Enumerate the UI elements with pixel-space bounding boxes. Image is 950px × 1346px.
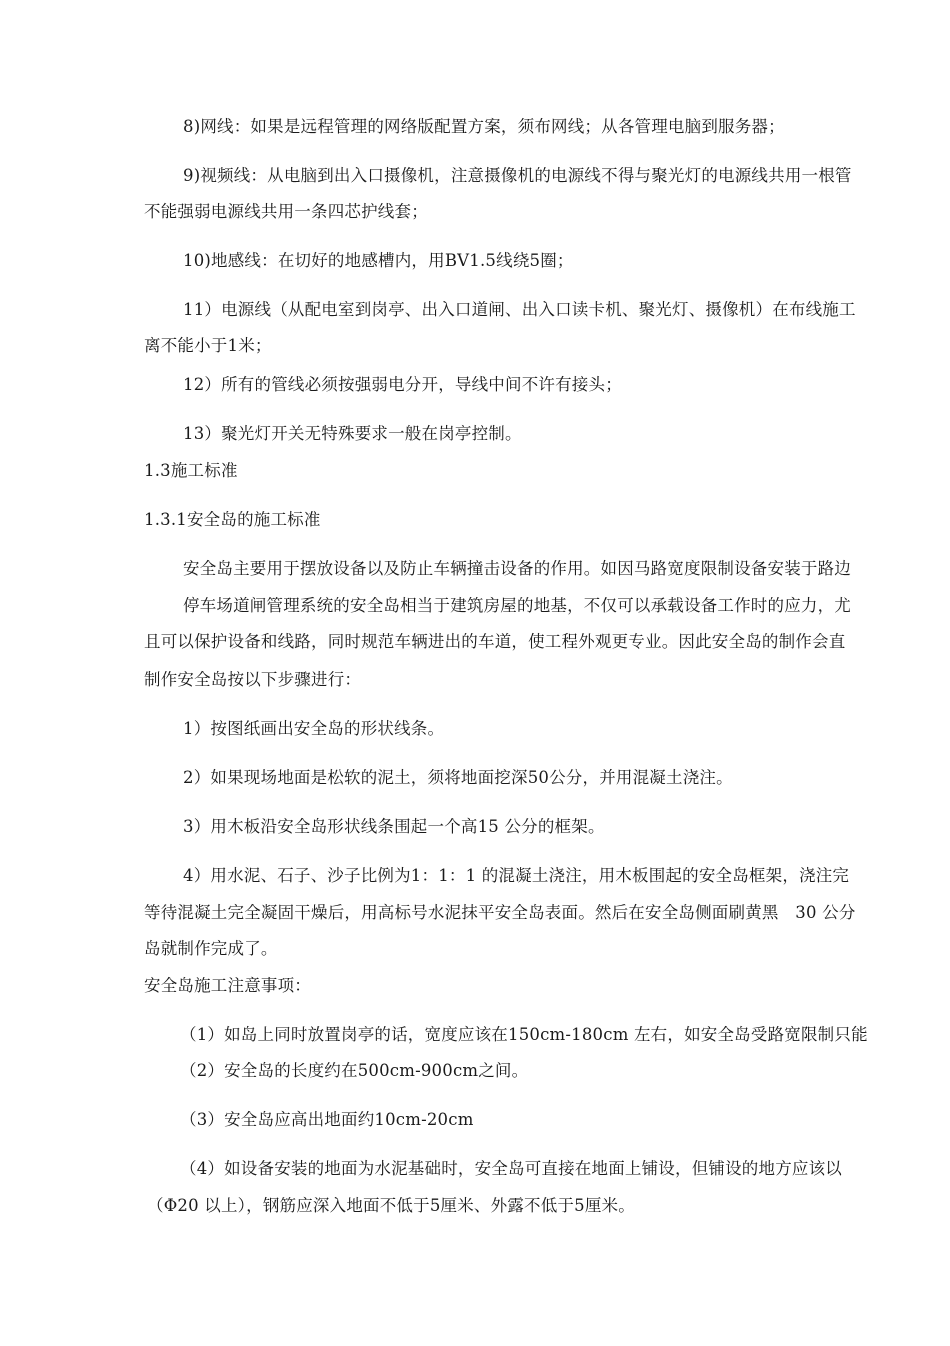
- paragraph-line: 13）聚光灯开关无特殊要求一般在岗亭控制。: [183, 424, 522, 443]
- paragraph-line: 离不能小于1米；: [144, 336, 272, 355]
- paragraph-line: 不能强弱电源线共用一条四芯护线套；: [144, 202, 428, 221]
- paragraph-line: 且可以保护设备和线路，同时规范车辆进出的车道，使工程外观更专业。因此安全岛的制作会直: [144, 632, 846, 651]
- paragraph-line: 9)视频线：从电脑到出入口摄像机，注意摄像机的电源线不得与聚光灯的电源线共用一根管: [183, 166, 852, 185]
- paragraph-line: 等待混凝土完全凝固干燥后，用高标号水泥抹平安全岛表面。然后在安全岛侧面刷黄黑 30 公分: [144, 903, 856, 922]
- list-item: （2）安全岛的长度约在500cm-900cm之间。: [180, 1061, 529, 1080]
- subsection-heading: 1.3.1安全岛的施工标准: [144, 510, 321, 529]
- list-item: 3）用木板沿安全岛形状线条围起一个高15 公分的框架。: [183, 817, 605, 836]
- list-item: 1）按图纸画出安全岛的形状线条。: [183, 719, 445, 738]
- paragraph-line: 12）所有的管线必须按强弱电分开，导线中间不许有接头；: [183, 375, 622, 394]
- paragraph-line: 岛就制作完成了。: [144, 939, 278, 958]
- paragraph-line: 停车场道闸管理系统的安全岛相当于建筑房屋的地基，不仅可以承载设备工作时的应力，尤: [183, 596, 851, 615]
- section-heading: 1.3施工标准: [144, 461, 238, 480]
- list-item: （3）安全岛应高出地面约10cm-20cm: [180, 1110, 474, 1129]
- paragraph-line: 安全岛主要用于摆放设备以及防止车辆撞击设备的作用。如因马路宽度限制设备安装于路边: [183, 559, 851, 578]
- list-item: 2）如果现场地面是松软的泥土，须将地面挖深50公分，并用混凝土浇注。: [183, 768, 733, 787]
- paragraph-line: 8)网线：如果是远程管理的网络版配置方案，须布网线；从各管理电脑到服务器；: [183, 117, 785, 136]
- paragraph-line: （Φ20 以上），钢筋应深入地面不低于5厘米、外露不低于5厘米。: [147, 1196, 635, 1215]
- paragraph-line: 10)地感线：在切好的地感槽内，用BV1.5线绕5圈；: [183, 251, 574, 270]
- list-item: （4）如设备安装的地面为水泥基础时，安全岛可直接在地面上铺设，但铺设的地方应该以: [180, 1159, 842, 1178]
- list-item: 4）用水泥、石子、沙子比例为1：1：1 的混凝土浇注，用木板围起的安全岛框架，浇注完: [183, 866, 850, 885]
- paragraph-line: 11）电源线（从配电室到岗亭、出入口道闸、出入口读卡机、聚光灯、摄像机）在布线施工: [183, 300, 856, 319]
- notes-heading: 安全岛施工注意事项：: [144, 976, 311, 995]
- paragraph-line: 制作安全岛按以下步骤进行：: [144, 670, 362, 689]
- list-item: （1）如岛上同时放置岗亭的话，宽度应该在150cm-180cm 左右，如安全岛受路宽限制只能: [180, 1025, 868, 1044]
